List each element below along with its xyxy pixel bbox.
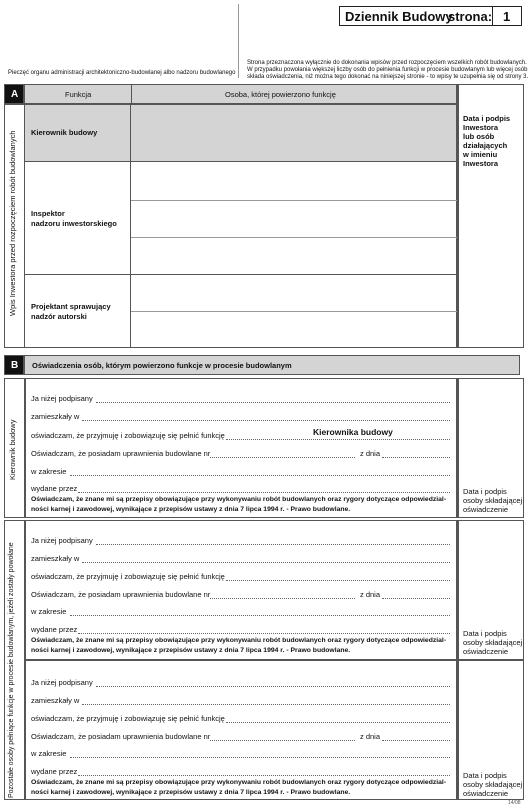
note-line: W przypadku powołania większej liczby osób do pełnienia funkcji w procesie budowlanym lub więcej osób [247, 67, 528, 73]
field-license-label: Oświadczam, że posiadam uprawnienia budowlane nr [31, 590, 211, 599]
page-number: 1 [503, 9, 511, 24]
field-name-input[interactable] [96, 402, 450, 403]
field-license-input[interactable] [210, 598, 355, 599]
field-name-label: Ja niżej podpisany [31, 678, 93, 687]
field-name-label: Ja niżej podpisany [31, 394, 93, 403]
row1-divider [130, 104, 131, 162]
sig-line: osoby składającej [463, 496, 523, 505]
function-site-manager: Kierownik budowy [31, 128, 98, 137]
signature-label-1 [463, 487, 522, 514]
sig-line: Data i podpis [463, 629, 507, 638]
designer-line: Projektant sprawujący [31, 302, 111, 311]
field-name-input[interactable] [96, 544, 450, 545]
section-b-letter-box [4, 355, 24, 375]
field-license-label: Oświadczam, że posiadam uprawnienia budowlane nr [31, 732, 211, 741]
field-issued-label: wydane przez [31, 484, 78, 493]
field-date-input[interactable] [382, 598, 450, 599]
sig-line: oświadczenie [463, 647, 509, 656]
document-title: Dziennik Budowy [345, 9, 453, 24]
field-license-label: Oświadczam, że posiadam uprawnienia budowlane nr [31, 449, 211, 458]
statement-line-1: Oświadczam, że znane mi są przepisy obowiązujące przy wykonywaniu robót budowlanych oraz rygory dotyczące odpowiedzial- [31, 779, 447, 786]
column-person-header: Osoba, której powierzono funkcję [225, 90, 336, 99]
field-scope-input[interactable] [70, 475, 450, 476]
sig-line: Data i podpis [463, 487, 507, 496]
sig-line: osoby składającej [463, 638, 523, 647]
inspector-line: Inspektor [31, 209, 65, 218]
field-license-input[interactable] [210, 740, 355, 741]
field-scope-input[interactable] [70, 757, 450, 758]
field-scope-label: w zakresie [31, 749, 67, 758]
field-address-label: zamieszkały w [31, 554, 80, 563]
note-line: Strona przeznaczona wyłącznie do dokonania wpisów przed rozpoczęciem wszelkich robót budowlanych. [247, 60, 527, 66]
sig-line: w imieniu [463, 150, 498, 159]
field-address-input[interactable] [82, 704, 450, 705]
section-a-header [24, 84, 457, 104]
title-box [339, 6, 522, 26]
field-issued-input[interactable] [78, 492, 450, 493]
field-function-value: Kierownika budowy [313, 427, 393, 437]
row1-person-cell[interactable] [132, 106, 455, 160]
row3-subline [131, 311, 457, 312]
sig-line: Data i podpis [463, 114, 511, 123]
sig-line: oświadczenie [463, 505, 509, 514]
field-scope-label: w zakresie [31, 467, 67, 476]
statement-line-1: Oświadczam, że znane mi są przepisy obowiązujące przy wykonywaniu robót budowlanych oraz rygory dotyczące odpowiedzial- [31, 496, 447, 503]
footer-code: 14/08 [508, 800, 521, 806]
function-designer [31, 302, 111, 322]
field-issued-label: wydane przez [31, 625, 78, 634]
field-address-input[interactable] [82, 562, 450, 563]
sig-line: Inwestora [463, 123, 499, 132]
field-address-label: zamieszkały w [31, 412, 80, 421]
field-license-input[interactable] [210, 457, 355, 458]
row2-bottom [24, 274, 457, 275]
field-issued-input[interactable] [78, 633, 450, 634]
statement-line-2: ności karnej i zawodowej, wynikające z przepisów ustawy z dnia 7 lipca 1994 r. - Prawo budowlane. [31, 647, 351, 654]
field-function-input[interactable] [226, 722, 450, 723]
section-b-title: Oświadczenia osób, którym powierzono funkcje w procesie budowlanym [32, 361, 292, 370]
field-date-label: z dnia [360, 590, 381, 599]
note-line: składa oświadczenia, niż można tego dokonać na niniejszej stronie - to wpisy te uzupełnia się od strony 3. [247, 74, 528, 80]
section-a-vertical-label: Wpis Inwestora przed rozpoczęciem robót budowlanych [8, 130, 17, 316]
designer-line: nadzór autorski [31, 312, 87, 321]
page-number-divider [492, 7, 493, 25]
row2-subline [131, 200, 457, 201]
field-declare-label: oświadczam, że przyjmuję i zobowiązuję się pełnić funkcję [31, 714, 225, 723]
section-a-letter: A [11, 89, 19, 100]
stamp-area [4, 4, 239, 78]
field-address-input[interactable] [82, 420, 450, 421]
section-b-vertical-label-2: Pozostałe osoby pełniące funkcje w procesie budowlanym, jeżeli zostały powołane [8, 542, 15, 798]
field-function-input[interactable] [226, 439, 450, 440]
field-date-input[interactable] [382, 457, 450, 458]
section-a-letter-box [4, 84, 24, 104]
field-function-input[interactable] [226, 580, 450, 581]
field-scope-input[interactable] [70, 615, 450, 616]
row2-divider [130, 162, 131, 274]
field-date-input[interactable] [382, 740, 450, 741]
field-declare-label: oświadczam, że przyjmuję i zobowiązuję się pełnić funkcję [31, 431, 225, 440]
field-date-label: z dnia [360, 732, 381, 741]
sig-line: Data i podpis [463, 771, 507, 780]
sig-line: lub osób [463, 132, 495, 141]
header-divider [131, 85, 132, 103]
section-b-vertical-label-1: Kierownik budowy [8, 419, 17, 480]
stamp-caption: Pieczęć organu administracji architektoniczno-budowlanej albo nadzoru budowlanego [8, 70, 236, 76]
inspector-line: nadzoru inwestorskiego [31, 219, 117, 228]
statement-line-2: ności karnej i zawodowej, wynikające z przepisów ustawy z dnia 7 lipca 1994 r. - Prawo budowlane. [31, 789, 351, 796]
statement-line-2: ności karnej i zawodowej, wynikające z przepisów ustawy z dnia 7 lipca 1994 r. - Prawo budowlane. [31, 506, 351, 513]
section-b-letter: B [11, 360, 19, 371]
signature-label-3 [463, 771, 522, 798]
field-declare-label: oświadczam, że przyjmuję i zobowiązuję się pełnić funkcję [31, 572, 225, 581]
function-inspector [31, 209, 117, 229]
field-address-label: zamieszkały w [31, 696, 80, 705]
sig-line: osoby składającej [463, 780, 523, 789]
row2-subline [131, 237, 457, 238]
section-a-signature-label [463, 114, 510, 168]
field-scope-label: w zakresie [31, 607, 67, 616]
field-issued-input[interactable] [78, 775, 450, 776]
sig-line: Inwestora [463, 159, 499, 168]
field-issued-label: wydane przez [31, 767, 78, 776]
section-b-header [24, 355, 520, 375]
field-name-label: Ja niżej podpisany [31, 536, 93, 545]
statement-line-1: Oświadczam, że znane mi są przepisy obowiązujące przy wykonywaniu robót budowlanych oraz rygory dotyczące odpowiedzial- [31, 637, 447, 644]
page-label: strona: [448, 9, 493, 24]
field-name-input[interactable] [96, 686, 450, 687]
sig-line: działających [463, 141, 508, 150]
instruction-note [247, 60, 528, 81]
sig-line: oświadczenie [463, 789, 509, 798]
signature-label-2 [463, 629, 522, 656]
field-date-label: z dnia [360, 449, 381, 458]
column-function-header: Funkcja [65, 90, 92, 99]
